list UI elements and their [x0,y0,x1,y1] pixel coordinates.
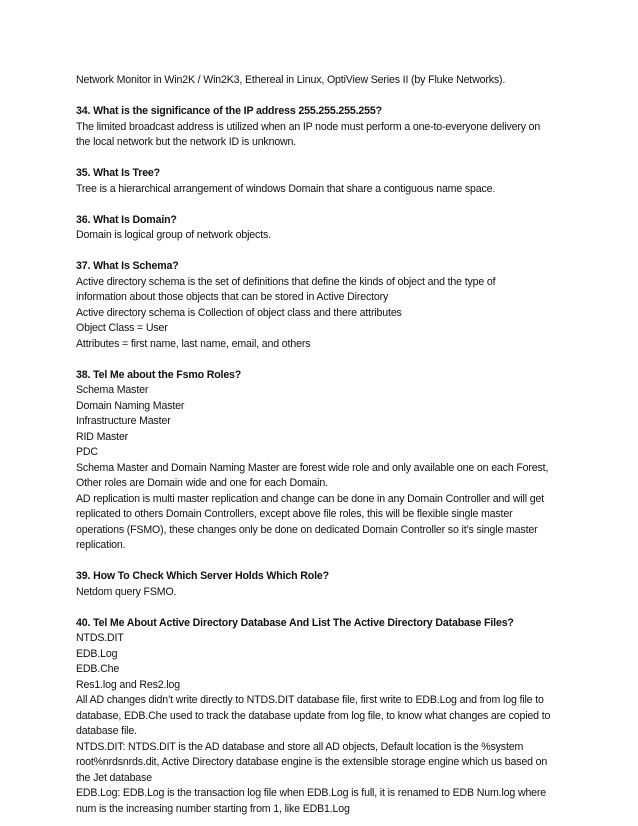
answer-line: the local network but the network ID is unknown. [76,136,297,148]
answer-line: Res1.log and Res2.log [76,678,181,691]
qa-section [76,213,598,244]
answer-line: RID Master [76,430,129,443]
answer-line: database, EDB.Che used to track the database update from log file, to know what changes are copied to [76,709,551,722]
qa-section [76,616,598,818]
intro-line: Network Monitor in Win2K / Win2K3, Ethereal in Linux, OptiView Series II (by Fluke Networks). [76,74,506,86]
answer-line: operations (FSMO), these changes only be done on dedicated Domain Controller so it’s single master [76,523,538,536]
answer-line: Attributes = first name, last name, email, and others [76,337,311,350]
answer-line: The limited broadcast address is utilized when an IP node must perform a one-to-everyone delivery on [76,120,541,133]
answer-line: Schema Master and Domain Naming Master are forest wide role and only available one on each Forest, [76,461,549,474]
answer-line: NTDS.DIT: NTDS.DIT is the AD database and store all AD objects, Default location is the %system [76,740,524,753]
qa-section [76,104,598,151]
answer-line: Object Class = User [76,322,168,334]
answer-line: EDB.Che [76,663,120,675]
question-heading: 38. Tel Me about the Fsmo Roles? [76,368,242,381]
answer-line: replicated to others Domain Controllers, except above file roles, this will be flexible single master [76,508,513,520]
question-heading: 39. How To Check Which Server Holds Which Role? [76,570,329,582]
answer-line: Active directory schema is the set of definitions that define the kinds of object and the type of [76,275,496,288]
question-heading: 34. What is the significance of the IP address 255.255.255.255? [76,105,382,117]
qa-section [76,259,598,352]
answer-line: All AD changes didn’t write directly to NTDS.DIT database file, first write to EDB.Log and from log file to [76,694,544,706]
question-heading: 35. What Is Tree? [76,167,160,179]
answer-line: root%nrdsnrds.dit, Active Directory database engine is the extensible storage engine which us based on [76,756,548,768]
answer-line: Domain Naming Master [76,399,185,412]
question-heading: 40. Tel Me About Active Directory Database And List The Active Directory Database Files? [76,616,514,629]
answer-line: NTDS.DIT [76,632,124,644]
answer-line: Other roles are Domain wide and one for each Domain. [76,477,328,489]
qa-sections [76,104,598,817]
answer-line: AD replication is multi master replication and change can be done in any Domain Controller and will get [76,492,544,505]
answer-line: information about those objects that can be stored in Active Directory [76,291,389,303]
answer-line: the Jet database [76,771,152,784]
qa-section [76,166,598,197]
answer-line: Schema Master [76,384,149,396]
answer-line: num is the increasing number starting from 1, like EDB1.Log [76,802,350,815]
qa-section [76,569,598,600]
answer-line: Netdom query FSMO. [76,585,177,598]
answer-line: Infrastructure Master [76,415,171,427]
answer-line: replication. [76,539,126,551]
question-heading: 36. What Is Domain? [76,213,177,226]
answer-line: PDC [76,446,98,458]
answer-line: EDB.Log [76,647,118,660]
answer-line: Active directory schema is Collection of object class and there attributes [76,306,402,319]
answer-line: Tree is a hierarchical arrangement of windows Domain that share a contiguous name space. [76,182,496,195]
answer-line: EDB.Log: EDB.Log is the transaction log file when EDB.Log is full, it is renamed to EDB Num.log where [76,787,547,799]
answer-line: Domain is logical group of network objects. [76,229,271,241]
qa-section [76,368,598,554]
answer-line: database file. [76,725,137,737]
question-heading: 37. What Is Schema? [76,260,179,272]
